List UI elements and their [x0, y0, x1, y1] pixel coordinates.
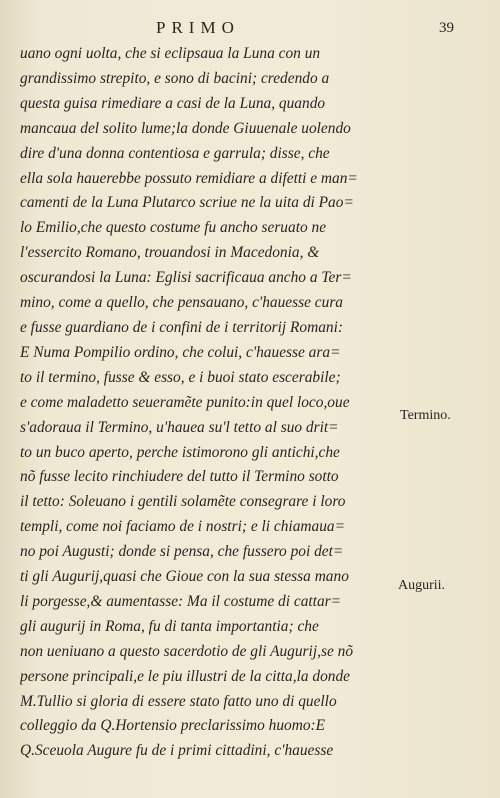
- text-line: E Numa Pompilio ordino, che colui, c'hauesse ara=: [20, 343, 341, 361]
- text-line: questa guisa rimediare a casi de la Luna, quando: [20, 94, 326, 112]
- text-line: e fusse guardiano de i confini de i territorij Romani:: [20, 318, 344, 336]
- text-line: no poi Augusti; donde si pensa, che fussero poi det=: [20, 543, 344, 561]
- text-line: to un buco aperto, perche istimorono gli antichi,che: [20, 443, 340, 461]
- page-number: 39: [439, 20, 454, 36]
- text-line: lo Emilio,che questo costume fu ancho seruato ne: [20, 219, 327, 237]
- text-line: camenti de la Luna Plutarco scriue ne la uita di Pao=: [20, 194, 354, 212]
- page-header: [0, 18, 500, 42]
- text-line: ti gli Augurij,quasi che Gioue con la sua stessa mano: [20, 568, 349, 586]
- text-line: templi, come noi faciamo de i nostri; e li chiamaua=: [20, 518, 345, 536]
- text-line: dire d'una donna contentiosa e garrula; disse, che: [20, 144, 330, 162]
- text-line: ella sola hauerebbe possuto remidiare a difetti e man=: [20, 169, 358, 187]
- text-line: e come maladetto seueramẽte punito:in quel loco,oue: [20, 393, 350, 411]
- text-line: non ueniuano a questo sacerdotio de gli Augurij,se nõ: [20, 642, 354, 660]
- text-line: gli augurij in Roma, fu di tanta importantia; che: [20, 617, 319, 635]
- body-text: [20, 42, 395, 764]
- text-line: mancaua del solito lume;la donde Giuuenale uolendo: [20, 119, 351, 137]
- bleed-through-mark: [428, 372, 480, 386]
- margin-note-termino: Termino.: [400, 408, 451, 423]
- text-line: Q.Sceuola Augure fu de i primi cittadini, c'hauesse: [20, 742, 334, 760]
- running-head: PRIMO: [156, 18, 240, 37]
- text-line: persone principali,e le piu illustri de la citta,la donde: [20, 667, 351, 685]
- text-line: oscurandosi la Luna: Eglisi sacrificaua ancho a Ter=: [20, 269, 352, 287]
- text-line: uano ogni uolta, che si eclipsaua la Luna con un: [20, 45, 321, 62]
- text-line: l'essercito Romano, trouandosi in Macedonia, &: [20, 244, 320, 262]
- text-line: colleggio da Q.Hortensio preclarissimo huomo:E: [20, 717, 326, 735]
- text-line: M.Tullio si gloria di essere stato fatto uno di quello: [20, 692, 337, 710]
- text-line: mino, come a quello, che pensauano, c'hauesse cura: [20, 294, 344, 312]
- text-line: il tetto: Soleuano i gentili solamẽte consegrare i loro: [20, 493, 346, 511]
- text-line: li porgesse,& aumentasse: Ma il costume di cattar=: [20, 592, 342, 610]
- text-line: grandissimo strepito, e sono di bacini; credendo a: [20, 69, 330, 87]
- text-line: to il termino, fusse & esso, e i buoi stato escerabile;: [20, 368, 341, 386]
- text-line: nõ fusse lecito rinchiudere del tutto il Termino sotto: [20, 468, 339, 486]
- margin-note-augurii: Augurii.: [398, 578, 446, 593]
- text-line: s'adoraua il Termino, u'haueа su'l tetto al suo drit=: [20, 418, 339, 436]
